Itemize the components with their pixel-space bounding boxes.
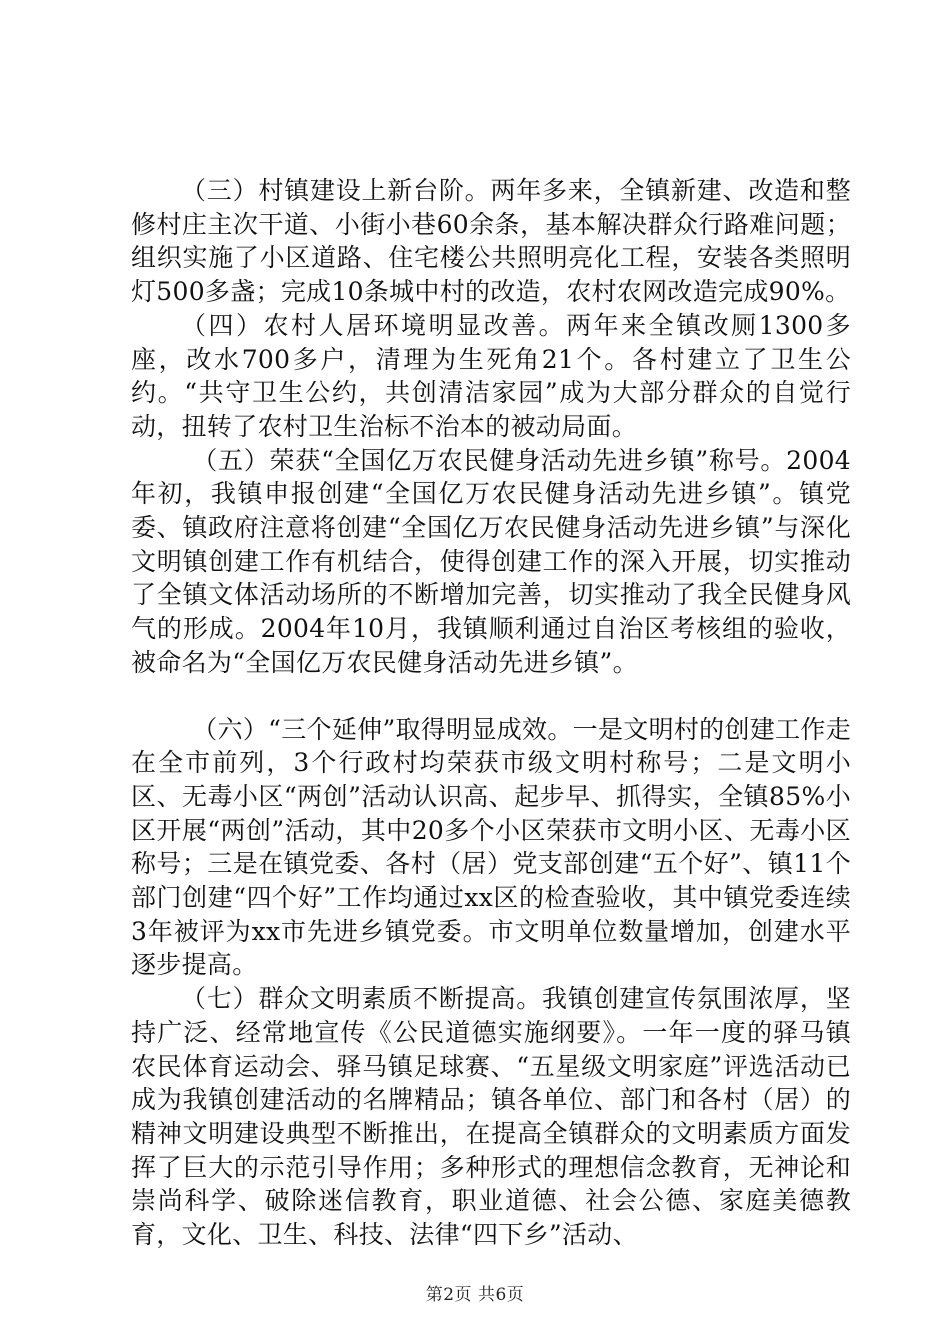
page-number-footer: 第2页 共6页 <box>425 1285 525 1305</box>
document-body <box>131 174 851 1252</box>
paragraph-three-extensions: （六）“三个延伸”取得明显成效。一是文明村的创建工作走在全市前列，3个行政村均荣获市级文明村称号；二是文明小区、无毒小区“两创”活动认识高、起步早、抓得实，全镇85%小区开展“两创”活动，其中20多个小区荣获市文明小区、无毒小区称号；三是在镇党委、各村（居）党支部创建“五个好”、镇11个部门创建“四个好”工作均通过xx区的检查验收，其中镇党委连续3年被评为xx市先进乡镇党委。市文明单位数量增加，创建水平逐步提高。 <box>131 714 851 980</box>
paragraph-rural-environment: （四）农村人居环境明显改善。两年来全镇改厕1300多座，改水700多户，清理为生死角21个。各村建立了卫生公约。“共守卫生公约，共创清洁家园”成为大部分群众的自觉行动，扭转了农村卫生治标不治本的被动局面。 <box>131 310 851 441</box>
paragraph-fitness-award: （五）荣获“全国亿万农民健身活动先进乡镇”称号。2004年初，我镇申报创建“全国亿万农民健身活动先进乡镇”。镇党委、镇政府注意将创建“全国亿万农民健身活动先进乡镇”与深化文明镇创建工作有机结合，使得创建工作的深入开展，切实推动了全镇文体活动场所的不断增加完善，切实推动了我全民健身风气的形成。2004年10月，我镇顺利通过自治区考核组的验收，被命名为“全国亿万农民健身活动先进乡镇”。 <box>131 445 851 677</box>
paragraph-civic-quality: （七）群众文明素质不断提高。我镇创建宣传氛围浓厚，坚持广泛、经常地宣传《公民道德实施纲要》。一年一度的驿马镇农民体育运动会、驿马镇足球赛、“五星级文明家庭”评选活动已成为我镇创建活动的名牌精品；镇各单位、部门和各村（居）的精神文明建设典型不断推出，在提高全镇群众的文明素质方面发挥了巨大的示范引导作用；多种形式的理想信念教育，无神论和崇尚科学、破除迷信教育，职业道德、社会公德、家庭美德教育，文化、卫生、科技、法律“四下乡”活动、 <box>131 984 851 1250</box>
paragraph-village-construction: （三）村镇建设上新台阶。两年多来，全镇新建、改造和整修村庄主次干道、小街小巷60余条，基本解决群众行路难问题；组织实施了小区道路、住宅楼公共照明亮化工程，安装各类照明灯500多盏；完成10条城中村的改造，农村农网改造完成90%。 <box>131 176 851 307</box>
